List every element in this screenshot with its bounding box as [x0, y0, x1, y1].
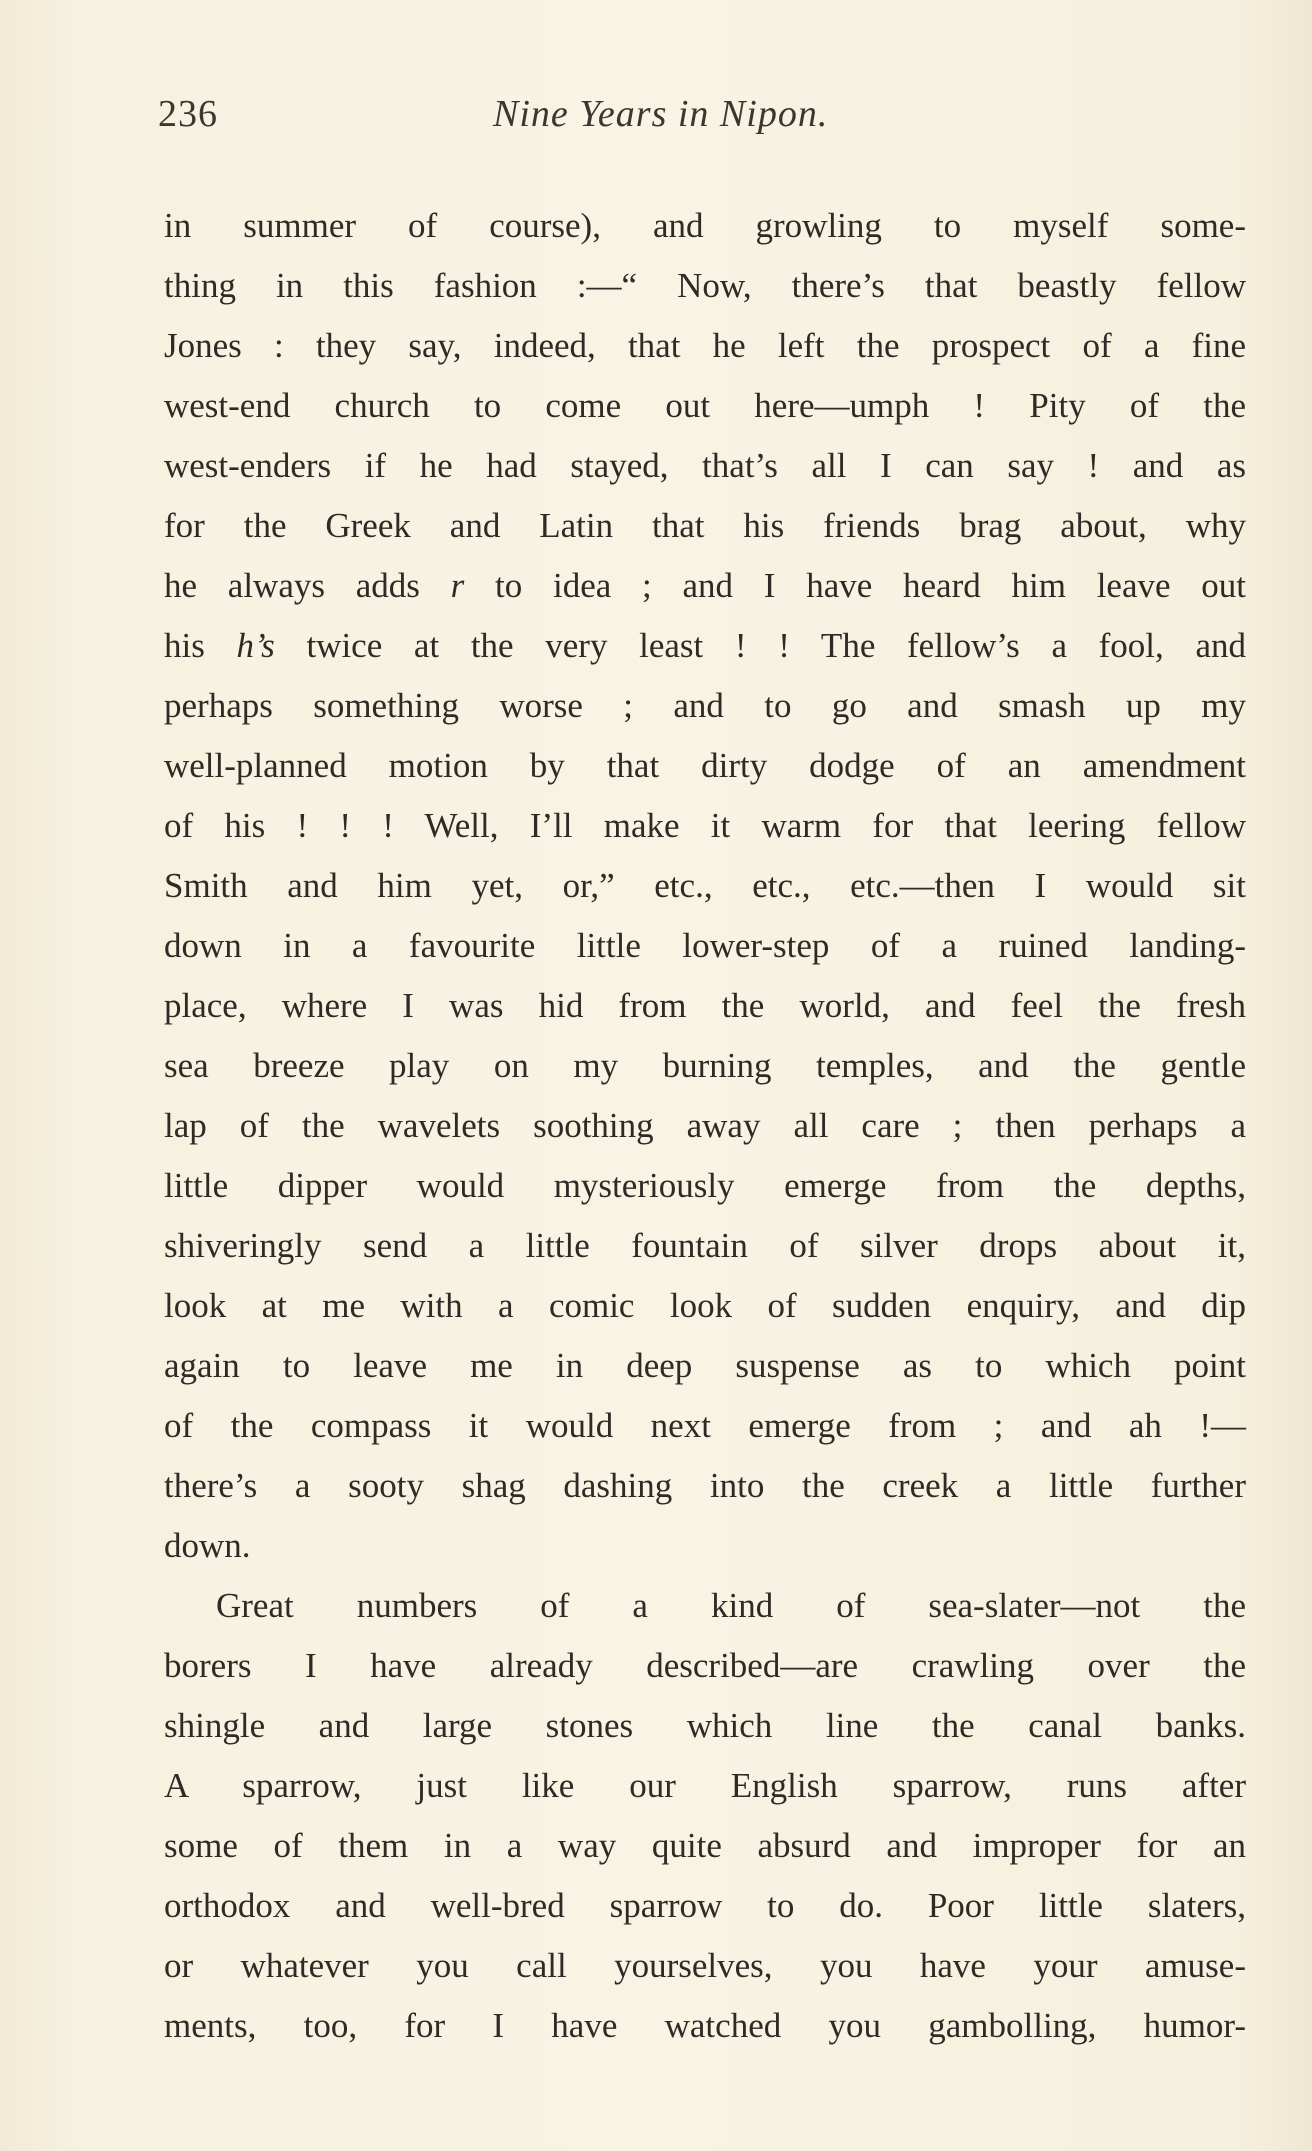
text-line: or whatever you call yourselves, you have your amuse- — [164, 1946, 1246, 1985]
text-line: west-end church to come out here—umph ! Pity of the — [164, 386, 1246, 425]
text-line — [164, 616, 1246, 676]
text-segment: to idea ; and I have heard him leave out — [464, 566, 1246, 605]
text-line: west-enders if he had stayed, that’s all I can say ! and as — [164, 446, 1246, 485]
text-segment: twice at the very least ! ! The fellow’s a fool, and — [274, 626, 1246, 665]
text-line: Smith and him yet, or,” etc., etc., etc.—then I would sit — [164, 866, 1246, 905]
text-line: shiveringly send a little fountain of silver drops about it, — [164, 1226, 1246, 1265]
text-line: there’s a sooty shag dashing into the creek a little further — [164, 1466, 1246, 1505]
text-line: in summer of course), and growling to myself some- — [164, 206, 1246, 245]
text-line: little dipper would mysteriously emerge from the depths, — [164, 1166, 1246, 1205]
text-segment: he always adds — [164, 566, 451, 605]
text-line: A sparrow, just like our English sparrow, runs after — [164, 1766, 1246, 1805]
text-line: orthodox and well-bred sparrow to do. Poor little slaters, — [164, 1886, 1246, 1925]
text-line: of his ! ! ! Well, I’ll make it warm for that leering fellow — [164, 806, 1246, 845]
text-line: of the compass it would next emerge from ; and ah !— — [164, 1406, 1246, 1445]
text-line: perhaps something worse ; and to go and smash up my — [164, 686, 1246, 725]
text-line: for the Greek and Latin that his friends brag about, why — [164, 506, 1246, 545]
text-line: shingle and large stones which line the canal banks. — [164, 1706, 1246, 1745]
text-line: down. — [164, 1526, 251, 1565]
text-line: place, where I was hid from the world, and feel the fresh — [164, 986, 1246, 1025]
text-line: sea breeze play on my burning temples, and the gentle — [164, 1046, 1246, 1085]
text-line: look at me with a comic look of sudden enquiry, and dip — [164, 1286, 1246, 1325]
text-line: again to leave me in deep suspense as to which point — [164, 1346, 1246, 1385]
text-line: borers I have already described—are crawling over the — [164, 1646, 1246, 1685]
text-line: Jones : they say, indeed, that he left the prospect of a fine — [164, 326, 1246, 365]
running-title: Nine Years in Nipon. — [493, 93, 829, 135]
text-line: some of them in a way quite absurd and improper for an — [164, 1826, 1246, 1865]
page-number: 236 — [158, 93, 218, 135]
text-segment: his — [164, 626, 237, 665]
text-line — [164, 556, 1246, 616]
body-text — [164, 196, 1246, 2056]
italic-text: r — [450, 566, 465, 605]
page-header — [158, 92, 1248, 152]
text-line: thing in this fashion :—“ Now, there’s that beastly fellow — [164, 266, 1246, 305]
text-line: down in a favourite little lower-step of a ruined landing- — [164, 926, 1246, 965]
text-line: ments, too, for I have watched you gambolling, humor- — [164, 2006, 1246, 2045]
text-line: Great numbers of a kind of sea-slater—not the — [216, 1586, 1246, 1625]
text-line: lap of the wavelets soothing away all care ; then perhaps a — [164, 1106, 1246, 1145]
italic-text: h’s — [236, 626, 275, 665]
text-line: well-planned motion by that dirty dodge of an amendment — [164, 746, 1246, 785]
